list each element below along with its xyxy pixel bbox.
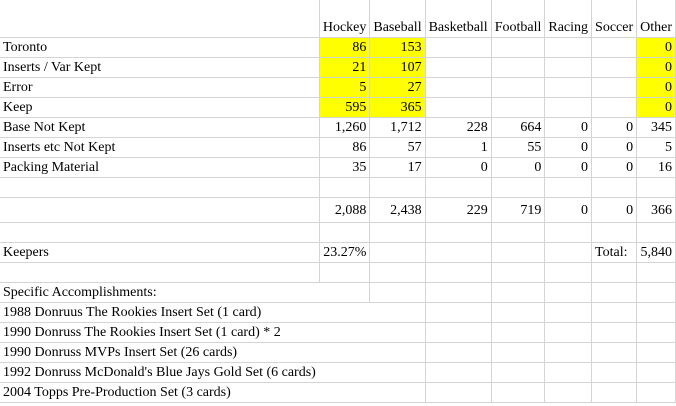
keepers-row [0,243,676,263]
cell-football[interactable]: 664 [491,118,545,138]
empty-cell[interactable] [425,283,491,303]
cell-racing[interactable] [545,78,592,98]
row-label[interactable]: Packing Material [0,158,319,178]
empty-cell[interactable] [425,363,491,383]
cell-basketball[interactable] [425,38,491,58]
empty-cell[interactable] [545,178,592,198]
empty-cell[interactable] [370,263,425,283]
empty-cell[interactable] [592,323,637,343]
empty-cell[interactable] [370,303,425,323]
empty-cell[interactable] [592,178,637,198]
header-row [0,0,676,38]
accomplishment-item[interactable]: 2004 Topps Pre-Production Set (3 cards) [0,383,319,403]
empty-cell[interactable] [319,303,370,323]
cell-racing[interactable]: 0 [545,138,592,158]
cell-other[interactable]: 0 [637,58,676,78]
cell-baseball[interactable]: 27 [370,78,425,98]
cell-football[interactable] [491,98,545,118]
accomplishment-item[interactable]: 1990 Donruss The Rookies Insert Set (1 card) * 2 [0,323,319,343]
table-row [0,78,676,98]
row-label[interactable]: Error [0,78,319,98]
accomplishments-title-row [0,283,676,303]
accomplishment-row [0,303,676,323]
cell-hockey[interactable]: 86 [319,38,370,58]
cell-football[interactable] [491,58,545,78]
empty-cell[interactable] [545,243,592,263]
accomplishment-item[interactable]: 1990 Donruss MVPs Insert Set (26 cards) [0,343,319,363]
cell-racing[interactable]: 0 [545,118,592,138]
empty-cell[interactable] [592,383,637,403]
cell-soccer[interactable] [592,78,637,98]
empty-cell[interactable] [319,178,370,198]
total-label[interactable]: Total: [592,243,637,263]
empty-row [0,263,676,283]
cell-basketball[interactable] [425,78,491,98]
cell-baseball[interactable]: 57 [370,138,425,158]
empty-cell[interactable] [545,223,592,243]
cell-soccer[interactable]: 0 [592,138,637,158]
total-baseball[interactable]: 2,438 [370,198,425,223]
empty-cell[interactable] [637,263,676,283]
cell-basketball[interactable] [425,58,491,78]
empty-cell[interactable] [637,303,676,323]
empty-cell[interactable] [425,263,491,283]
accomplishment-row [0,343,676,363]
empty-cell[interactable] [425,178,491,198]
empty-cell[interactable] [319,283,370,303]
cell-soccer[interactable]: 0 [592,118,637,138]
column-header-football[interactable]: Football [491,0,545,38]
cell-football[interactable] [491,78,545,98]
cell-baseball[interactable]: 17 [370,158,425,178]
empty-cell[interactable] [592,223,637,243]
empty-cell[interactable] [425,383,491,403]
empty-cell[interactable] [0,263,319,283]
table-row [0,98,676,118]
total-other[interactable]: 366 [637,198,676,223]
empty-cell[interactable] [370,383,425,403]
row-label[interactable]: Toronto [0,38,319,58]
row-label[interactable]: Inserts etc Not Kept [0,138,319,158]
empty-row [0,178,676,198]
cell-basketball[interactable]: 0 [425,158,491,178]
column-header-baseball[interactable]: Baseball [370,0,425,38]
table-row [0,118,676,138]
cell-other[interactable]: 0 [637,38,676,58]
cell-other[interactable]: 0 [637,78,676,98]
cell-soccer[interactable] [592,98,637,118]
empty-cell[interactable] [592,343,637,363]
cell-baseball[interactable]: 365 [370,98,425,118]
empty-cell[interactable] [545,383,592,403]
cell-other[interactable]: 0 [637,98,676,118]
empty-cell[interactable] [545,363,592,383]
empty-cell[interactable] [370,223,425,243]
table-row [0,58,676,78]
empty-cell[interactable] [319,223,370,243]
totals-row [0,198,676,223]
accomplishment-item[interactable]: 1988 Donruus The Rookies Insert Set (1 card) [0,303,319,323]
cell-racing[interactable] [545,98,592,118]
cell-hockey[interactable]: 21 [319,58,370,78]
empty-cell[interactable] [545,263,592,283]
empty-cell[interactable] [319,263,370,283]
empty-cell[interactable] [592,303,637,323]
accomplishment-row [0,323,676,343]
total-hockey[interactable]: 2,088 [319,198,370,223]
empty-cell[interactable] [545,283,592,303]
empty-cell[interactable] [545,343,592,363]
empty-cell[interactable] [637,363,676,383]
empty-cell[interactable] [370,323,425,343]
cell-racing[interactable] [545,58,592,78]
empty-cell[interactable] [425,243,491,263]
empty-cell[interactable] [592,263,637,283]
totals-label-cell[interactable] [0,198,319,223]
empty-cell[interactable] [491,323,545,343]
cell-basketball[interactable]: 228 [425,118,491,138]
empty-cell[interactable] [370,178,425,198]
empty-cell[interactable] [491,178,545,198]
cell-racing[interactable]: 0 [545,158,592,178]
empty-cell[interactable] [319,323,370,343]
empty-cell[interactable] [637,178,676,198]
column-header-other[interactable]: Other [637,0,676,38]
cell-racing[interactable] [545,38,592,58]
table-row [0,158,676,178]
empty-cell[interactable] [0,223,319,243]
row-label[interactable]: Keep [0,98,319,118]
cell-hockey[interactable]: 5 [319,78,370,98]
table-row [0,138,676,158]
empty-cell[interactable] [319,383,370,403]
empty-cell[interactable] [370,243,425,263]
cell-other[interactable]: 345 [637,118,676,138]
cell-hockey[interactable]: 35 [319,158,370,178]
cell-football[interactable] [491,38,545,58]
keepers-percent[interactable]: 23.27% [319,243,370,263]
empty-cell[interactable] [491,343,545,363]
table-row [0,38,676,58]
empty-cell[interactable] [425,343,491,363]
cell-baseball[interactable]: 1,712 [370,118,425,138]
empty-cell[interactable] [425,303,491,323]
column-header-hockey[interactable]: Hockey [319,0,370,38]
cell-soccer[interactable] [592,38,637,58]
empty-cell[interactable] [319,343,370,363]
cell-hockey[interactable]: 86 [319,138,370,158]
empty-cell[interactable] [491,383,545,403]
cell-hockey[interactable]: 1,260 [319,118,370,138]
cell-other[interactable]: 5 [637,138,676,158]
empty-cell[interactable] [370,283,425,303]
empty-cell[interactable] [592,283,637,303]
empty-cell[interactable] [491,283,545,303]
empty-cell[interactable] [491,263,545,283]
empty-cell[interactable] [637,283,676,303]
cell-football[interactable]: 0 [491,158,545,178]
cell-baseball[interactable]: 153 [370,38,425,58]
column-header-soccer[interactable]: Soccer [592,0,637,38]
cell-soccer[interactable]: 0 [592,158,637,178]
empty-cell[interactable] [545,323,592,343]
empty-cell[interactable] [425,323,491,343]
empty-cell[interactable] [319,363,370,383]
empty-cell[interactable] [545,303,592,323]
grand-total[interactable]: 5,840 [637,243,676,263]
keepers-label[interactable]: Keepers [0,243,319,263]
empty-cell[interactable] [491,223,545,243]
empty-row [0,223,676,243]
empty-cell[interactable] [491,303,545,323]
total-football[interactable]: 719 [491,198,545,223]
row-label[interactable]: Base Not Kept [0,118,319,138]
total-racing[interactable]: 0 [545,198,592,223]
cell-header-blank[interactable] [0,0,319,38]
cell-hockey[interactable]: 595 [319,98,370,118]
empty-cell[interactable] [637,323,676,343]
cell-soccer[interactable] [592,58,637,78]
empty-cell[interactable] [491,243,545,263]
empty-cell[interactable] [592,363,637,383]
accomplishment-item[interactable]: 1992 Donruss McDonald's Blue Jays Gold Set (6 cards) [0,363,319,383]
accomplishment-row [0,383,676,403]
accomplishment-row [0,363,676,383]
accomplishments-title[interactable]: Specific Accomplishments: [0,283,319,303]
total-basketball[interactable]: 229 [425,198,491,223]
cell-other[interactable]: 16 [637,158,676,178]
empty-cell[interactable] [425,223,491,243]
empty-cell[interactable] [637,343,676,363]
row-label[interactable]: Inserts / Var Kept [0,58,319,78]
empty-cell[interactable] [637,223,676,243]
empty-cell[interactable] [491,363,545,383]
cell-football[interactable]: 55 [491,138,545,158]
cell-basketball[interactable] [425,98,491,118]
empty-cell[interactable] [637,383,676,403]
empty-cell[interactable] [370,343,425,363]
total-soccer[interactable]: 0 [592,198,637,223]
empty-cell[interactable] [0,178,319,198]
cell-baseball[interactable]: 107 [370,58,425,78]
column-header-racing[interactable]: Racing [545,0,592,38]
empty-cell[interactable] [370,363,425,383]
column-header-basketball[interactable]: Basketball [425,0,491,38]
cell-basketball[interactable]: 1 [425,138,491,158]
